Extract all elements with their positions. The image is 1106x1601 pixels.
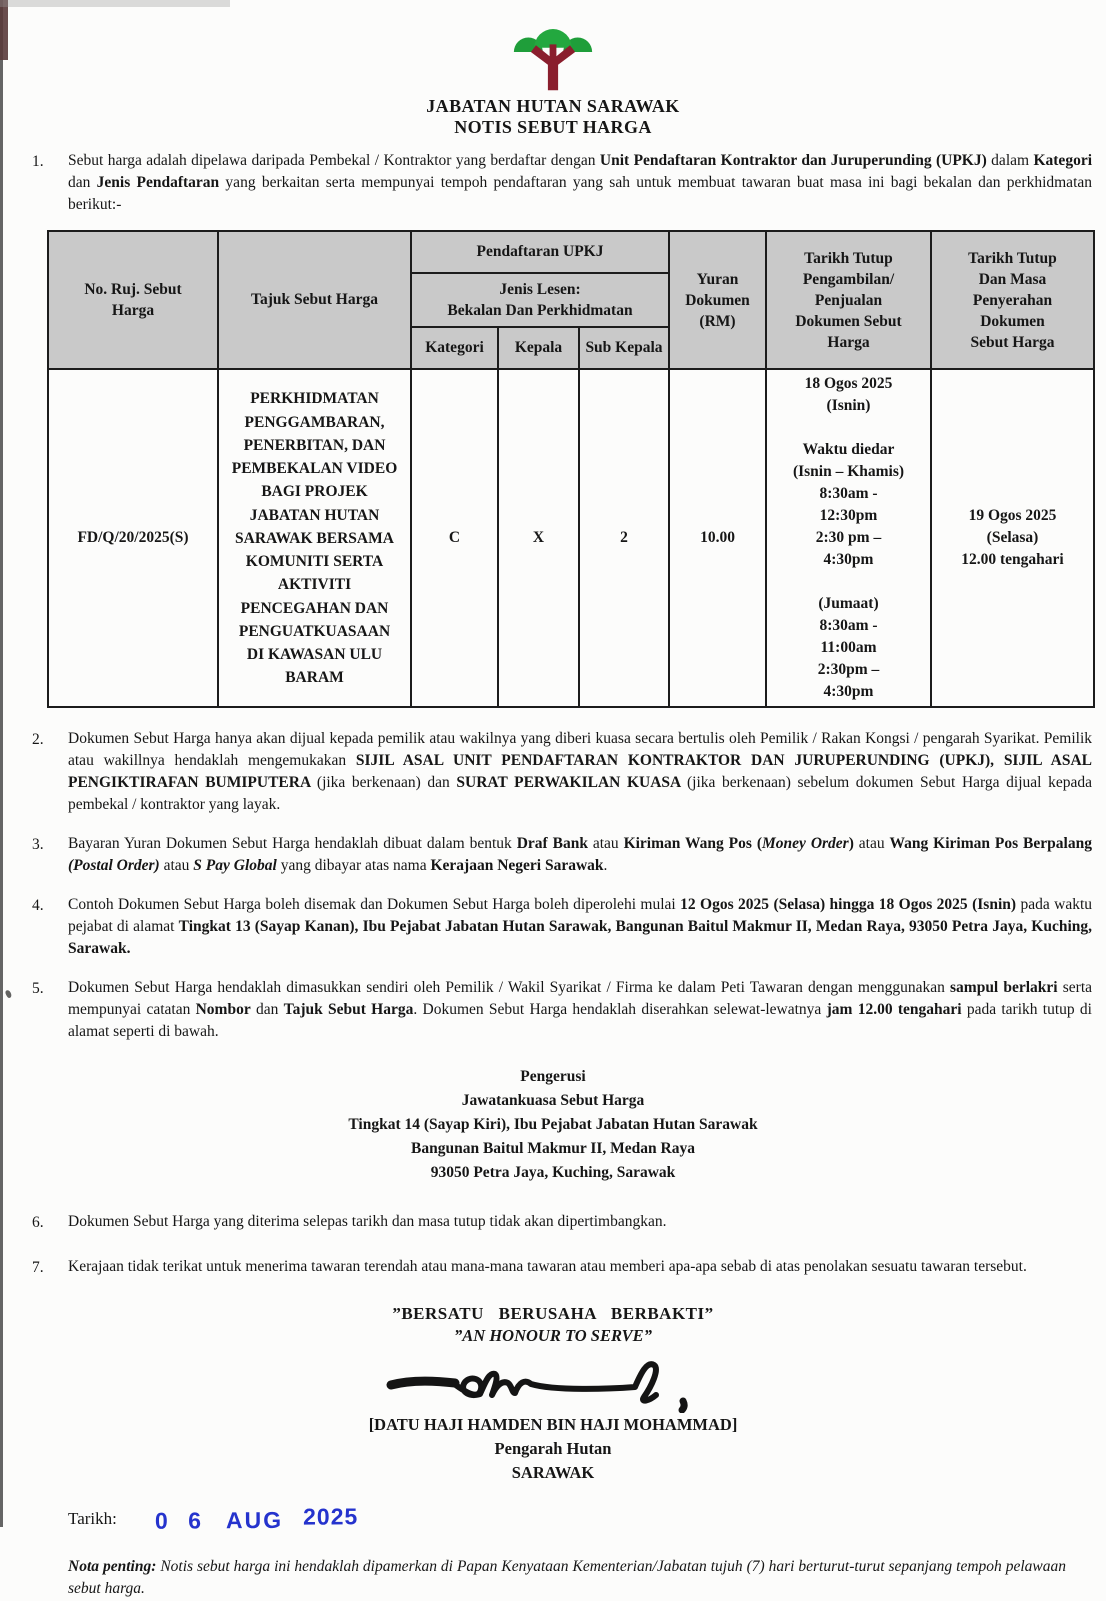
header-cell-close-submit: Tarikh Tutup Dan Masa Penyerahan Dokumen Sebut Harga [931,231,1094,369]
paragraph-1-number: 1. [32,153,44,171]
cell-close-sale-dates: 18 Ogos 2025 (Isnin) Waktu diedar (Isnin – Khamis) 8:30am - 12:30pm 2:30 pm – 4:30pm (Jumaat) 8:30am - 11:00am 2:30pm – 4:30pm [766,369,931,707]
header-cell-close-sale: Tarikh Tutup Pengambilan/ Penjualan Dokumen Sebut Harga [766,231,931,369]
paragraph-3 [32,833,1092,877]
signatory-block [0,1413,1106,1485]
header-cell-license-type: Jenis Lesen: Bekalan Dan Perkhidmatan [411,273,669,327]
paragraph-6-text: Dokumen Sebut Harga yang diterima selepas tarikh dan masa tutup tidak akan dipertimbangkan. [68,1213,667,1231]
scan-stray-mark [4,989,12,998]
cell-sub-kepala: 2 [579,369,669,707]
paragraph-5-number: 5. [32,980,44,998]
cell-ref-no: FD/Q/20/2025(S) [48,369,218,707]
cell-kepala: X [498,369,579,707]
motto-block [0,1303,1106,1347]
date-stamp [154,1503,359,1534]
signatory-region: SARAWAK [511,1462,595,1482]
important-note: Nota penting: Notis sebut harga ini hendaklah dipamerkan di Papan Kenyataan Kementerian/Jabatan tujuh (7) hari berturut-turut sepanjang tempoh pelawaan sebut harga. [68,1557,1066,1598]
stamp-year: 2025 [302,1503,359,1530]
scan-edge-artifact [0,0,3,1527]
tender-table [47,230,1095,708]
motto-malay: ”BERSATU BERUSAHA BERBAKTI” [392,1304,714,1324]
paragraph-2-number: 2. [32,731,44,749]
signatory-name: [DATU HAJI HAMDEN BIN HAJI MOHAMMAD] [368,1414,738,1434]
paragraph-3-text: Bayaran Yuran Dokumen Sebut Harga hendaklah dibuat dalam bentuk Draf Bank atau Kiriman Wang Pos (Money Order) atau Wang Kiriman Pos Berpalang (Postal Order) atau S Pay Global yang dibayar atas nama Kerajaan Negeri Sarawak. [68,835,1092,875]
paragraph-7 [32,1256,1092,1278]
tender-table-row [48,369,1094,707]
submission-address-block: Pengerusi Jawatankuasa Sebut Harga Tingkat 14 (Sayap Kiri), Ibu Pejabat Jabatan Hutan Sarawak Bangunan Baitul Makmur II, Medan Raya 93050 Petra Jaya, Kuching, Sarawak [348,1068,758,1182]
paragraph-1-text: Sebut harga adalah dipelawa daripada Pembekal / Kontraktor yang berdaftar dengan Unit Pendaftaran Kontraktor dan Juruperunding (UPKJ) dalam Kategori dan Jenis Pendaftaran yang berkaitan serta mempunyai tempoh pendaftaran yang sah untuk membuat tawaran buat masa ini bagi bekalan dan perkhidmatan berikut:- [68,152,1093,214]
tree-logo-icon [508,12,598,92]
paragraph-7-number: 7. [32,1259,44,1277]
document-header [0,0,1106,137]
date-label: Tarikh: [68,1508,117,1528]
header-cell-upkj-group: Pendaftaran UPKJ [411,231,669,273]
scan-top-artifact [0,0,230,7]
header-cell-sub-kepala: Sub Kepala [579,327,669,369]
document-title: NOTIS SEBUT HARGA [454,116,652,137]
paragraph-2 [32,728,1093,816]
logo-container [0,12,1106,92]
header-cell-kategori: Kategori [411,327,498,369]
signature-scribble [383,1351,723,1413]
motto-english: ”AN HONOUR TO SERVE” [454,1326,652,1346]
paragraph-7-text: Kerajaan tidak terikat untuk menerima tawaran terendah atau mana-mana tawaran atau memberi apa-apa sebab di atas penolakan sesuatu tawaran tersebut. [68,1258,1027,1276]
paragraph-5-text: Dokumen Sebut Harga hendaklah dimasukkan sendiri oleh Pemilik / Wakil Syarikat / Firma ke dalam Peti Tawaran dengan menggunakan sampul berlakri serta mempunyai catatan Nombor dan Tajuk Sebut Harga. Dokumen Sebut Harga hendaklah diserahkan selewat-lewatnya jam 12.00 tengahari pada tarikh tutup di alamat seperti di bawah. [68,979,1093,1041]
cell-kategori: C [411,369,498,707]
paragraph-3-number: 3. [32,836,44,854]
header-cell-kepala: Kepala [498,327,579,369]
paragraph-4-number: 4. [32,897,44,915]
paragraph-6-number: 6. [32,1214,44,1232]
tender-table-header [48,231,1094,369]
header-cell-title: Tajuk Sebut Harga [218,231,411,369]
paragraph-1 [32,150,1093,216]
paragraph-2-text: Dokumen Sebut Harga hanya akan dijual kepada pemilik atau wakilnya yang diberi kuasa secara bertulis oleh Pemilik / Rakan Kongsi / pengarah Syarikat. Pemilik atau wakillnya hendaklah mengemukakan SIJIL ASAL UNIT PENDAFTARAN KONTRAKTOR DAN JURUPERUNDING (UPKJ), SIJIL ASAL PENGIKTIRAFAN BUMIPUTERA (jika berkenaan) dan SURAT PERWAKILAN KUASA (jika berkenaan) sebelum dokumen Sebut Harga dijual kepada pembekal / kontraktor yang layak. [68,730,1093,814]
header-cell-fee: Yuran Dokumen (RM) [669,231,766,369]
cell-close-submit-dates: 19 Ogos 2025 (Selasa) 12.00 tengahari [931,369,1094,707]
paragraph-5 [32,977,1093,1043]
paragraph-4 [32,894,1093,960]
scan-corner-artifact [0,0,8,60]
paragraph-6 [32,1211,1092,1233]
paragraph-4-text: Contoh Dokumen Sebut Harga boleh disemak dan Dokumen Sebut Harga boleh diperolehi mulai 12 Ogos 2025 (Selasa) hingga 18 Ogos 2025 (Isnin) pada waktu pejabat di alamat Tingkat 13 (Sayap Kanan), Ibu Pejabat Jabatan Hutan Sarawak, Bangunan Baitul Makmur II, Medan Raya, 93050 Petra Jaya, Kuching, Sarawak. [68,896,1093,958]
header-cell-ref-no: No. Ruj. Sebut Harga [48,231,218,369]
stamp-day: 0 6 [154,1507,208,1534]
cell-fee: 10.00 [669,369,766,707]
organization-name: JABATAN HUTAN SARAWAK [426,96,680,116]
signatory-position: Pengarah Hutan [494,1438,612,1458]
stamp-month: AUG [225,1506,284,1534]
signature-area [0,1351,1106,1413]
date-row [68,1503,1106,1534]
cell-tender-title: PERKHIDMATAN PENGGAMBARAN, PENERBITAN, DAN PEMBEKALAN VIDEO BAGI PROJEK JABATAN HUTAN SARAWAK BERSAMA KOMUNITI SERTA AKTIVITI PENCEGAHAN DAN PENGUATKUASAAN DI KAWASAN ULU BARAM [218,369,411,707]
